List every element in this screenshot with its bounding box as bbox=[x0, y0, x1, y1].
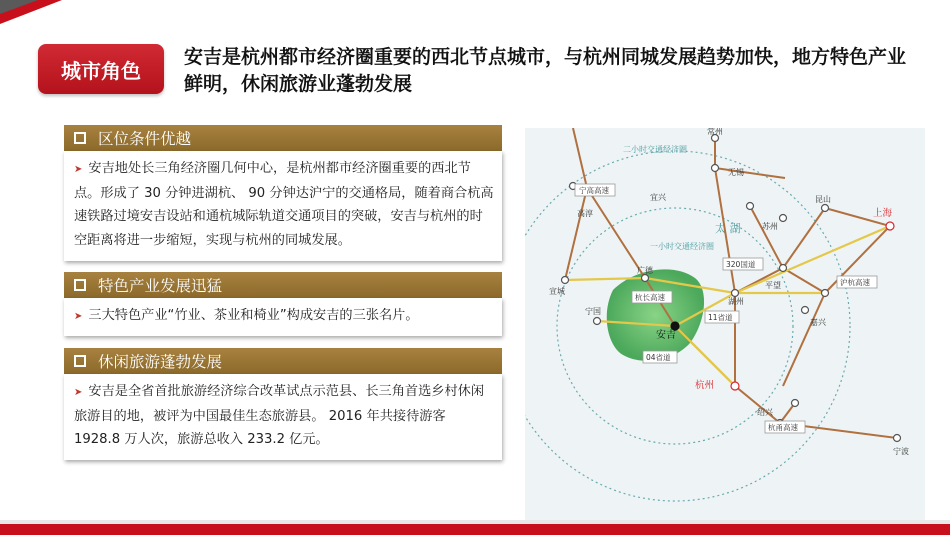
lake-label: 太 湖 bbox=[715, 222, 741, 235]
square-bullet-icon bbox=[74, 279, 86, 291]
corner-decoration bbox=[0, 0, 70, 30]
headline: 安吉是杭州都市经济圈重要的西北节点城市，与杭州同城发展趋势加快，地方特色产业鲜明，休闲旅游业蓬勃发展 bbox=[184, 46, 907, 95]
section-body-location bbox=[64, 151, 502, 261]
city-label-pingwang: 平望 bbox=[765, 281, 781, 290]
city-label-hangzhou: 杭州 bbox=[695, 380, 715, 391]
square-bullet-icon bbox=[74, 132, 86, 144]
section-title: 休闲旅游蓬勃发展 bbox=[98, 353, 223, 371]
section-header-location bbox=[64, 125, 502, 151]
city-label-anji: 安吉 bbox=[656, 330, 676, 341]
city-label-ningguo: 宁国 bbox=[585, 307, 601, 316]
section-header-tourism bbox=[64, 348, 502, 374]
city-label-shanghai: 上海 bbox=[873, 208, 893, 219]
ring-label-one-hour: 一小时交通经济圈 bbox=[650, 242, 714, 251]
section-text: 安吉地处长三角经济圈几何中心，是杭州都市经济圈重要的西北节点。形成了 30 分钟进湖杭、 90 分钟达沪宁的交通格局，随着商合杭高速铁路过境安吉设站和通杭城际轨道交通项目的突破，安吉与杭州的时空距离将进一步缩短，实现与杭州的同城发展。 bbox=[74, 161, 494, 248]
city-label-wuxi: 无锡 bbox=[728, 168, 744, 177]
city-label-yixing: 宜兴 bbox=[650, 193, 666, 202]
arrow-bullet-icon: ➤ bbox=[74, 311, 83, 322]
section-title: 区位条件优越 bbox=[98, 130, 192, 148]
road-label-g320: 320国道 bbox=[726, 260, 756, 269]
city-label-changzhou: 常州 bbox=[707, 128, 723, 136]
section-body-industry bbox=[64, 298, 502, 336]
road-label-hangchang: 杭长高速 bbox=[635, 293, 665, 302]
footer-bar bbox=[0, 524, 950, 535]
section-text: 安吉是全省首批旅游经济综合改革试点示范县、长三角首选乡村休闲旅游目的地，被评为中国最佳生态旅游县。 2016 年共接待游客 1928.8 万人次，旅游总收入 233.2 亿元。 bbox=[74, 384, 485, 447]
city-label-xuancheng: 宣城 bbox=[549, 287, 565, 296]
arrow-bullet-icon: ➤ bbox=[74, 387, 83, 398]
road-label-s11: 11省道 bbox=[708, 313, 733, 322]
city-label-gaochun: 高淳 bbox=[577, 209, 593, 218]
city-label-huzhou: 湖州 bbox=[728, 297, 744, 306]
road-label-hangyong: 杭甬高速 bbox=[768, 423, 798, 432]
city-label-ningbo: 宁波 bbox=[893, 447, 909, 456]
section-body-tourism bbox=[64, 374, 502, 460]
city-label-jiaxing: 嘉兴 bbox=[810, 318, 826, 327]
city-role-badge bbox=[38, 44, 164, 94]
square-bullet-icon bbox=[74, 355, 86, 367]
city-label-suzhou: 苏州 bbox=[762, 222, 778, 231]
ring-label-two-hour: 二小时交通经济圈 bbox=[623, 145, 687, 154]
section-title: 特色产业发展迅猛 bbox=[98, 277, 223, 295]
city-label-shaoxing: 绍兴 bbox=[757, 408, 773, 417]
city-role-label: 城市角色 bbox=[61, 58, 141, 83]
regional-traffic-map bbox=[525, 128, 925, 528]
road-label-huhang: 沪杭高速 bbox=[840, 278, 870, 287]
arrow-bullet-icon: ➤ bbox=[74, 164, 83, 175]
road-label-ninggao: 宁高高速 bbox=[579, 186, 609, 195]
city-label-guangde: 广德 bbox=[637, 266, 653, 275]
section-text: 三大特色产业“竹业、茶业和椅业”构成安吉的三张名片。 bbox=[88, 308, 419, 323]
city-label-kunshan: 昆山 bbox=[815, 195, 831, 204]
road-label-s04: 04省道 bbox=[646, 353, 671, 362]
section-header-industry bbox=[64, 272, 502, 298]
